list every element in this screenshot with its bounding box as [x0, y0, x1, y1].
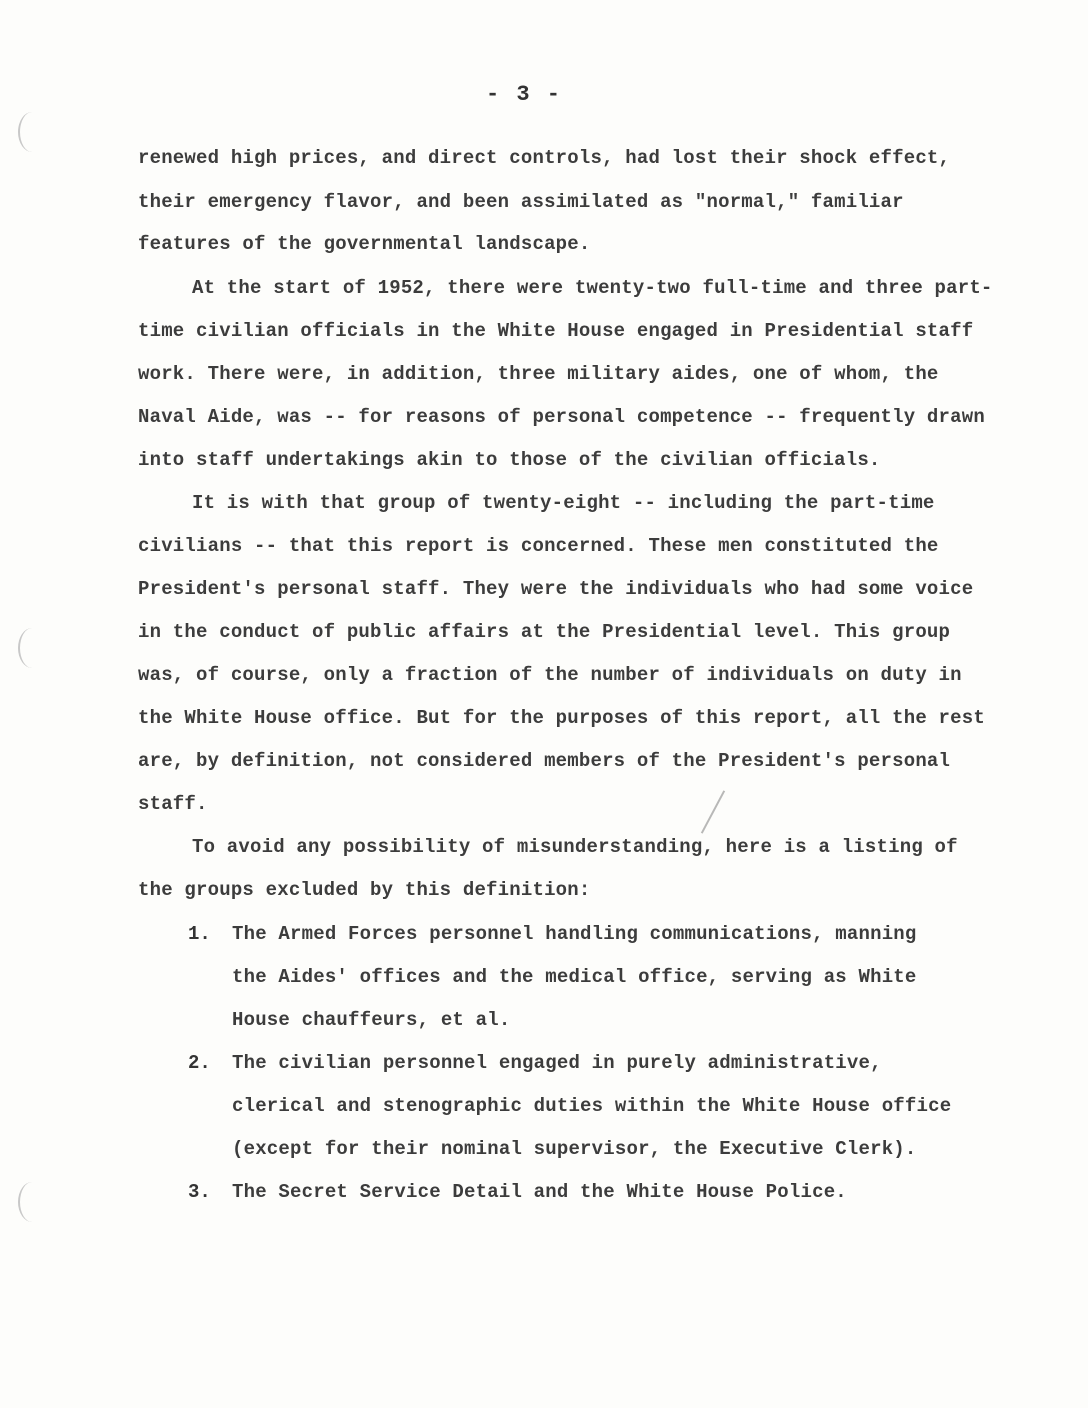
list-item-line: The civilian personnel engaged in purely administrative, — [232, 1052, 882, 1074]
list-item-line: (except for their nominal supervisor, the Executive Clerk). — [232, 1138, 917, 1160]
paragraph-line: At the start of 1952, there were twenty-two full-time and three part- — [192, 277, 993, 299]
list-item-line: The Armed Forces personnel handling communications, manning — [232, 923, 917, 945]
paragraph-line: staff. — [138, 793, 208, 815]
paragraph-line: their emergency flavor, and been assimilated as "normal," familiar — [138, 191, 904, 213]
paragraph-line: are, by definition, not considered members of the President's personal — [138, 750, 951, 772]
paragraph-line: in the conduct of public affairs at the Presidential level. This group — [138, 621, 951, 643]
stray-pen-mark — [701, 790, 725, 833]
list-item-line: House chauffeurs, et al. — [232, 1009, 511, 1031]
paragraph-line: was, of course, only a fraction of the number of individuals on duty in — [138, 664, 962, 686]
list-item-number: 1. — [188, 923, 211, 945]
paragraph-line: time civilian officials in the White House engaged in Presidential staff — [138, 320, 974, 342]
page-number: - 3 - — [485, 82, 562, 107]
paragraph-line: Naval Aide, was -- for reasons of personal competence -- frequently drawn — [138, 406, 985, 428]
list-item-line: clerical and stenographic duties within the White House office — [232, 1095, 952, 1117]
punch-hole-mark — [18, 628, 46, 668]
punch-hole-mark — [18, 112, 46, 152]
paragraph-line: civilians -- that this report is concerned. These men constituted the — [138, 535, 939, 557]
paragraph-line: renewed high prices, and direct controls, had lost their shock effect, — [138, 147, 951, 169]
paragraph-line: features of the governmental landscape. — [138, 233, 591, 255]
paragraph-line: To avoid any possibility of misunderstanding, here is a listing of — [192, 836, 958, 858]
list-item-number: 2. — [188, 1052, 211, 1074]
paragraph-line: the groups excluded by this definition: — [138, 879, 591, 901]
list-item-number: 3. — [188, 1181, 211, 1203]
paragraph-line: into staff undertakings akin to those of the civilian officials. — [138, 449, 881, 471]
paragraph-line: work. There were, in addition, three military aides, one of whom, the — [138, 363, 939, 385]
punch-hole-mark — [18, 1182, 46, 1222]
list-item-line: The Secret Service Detail and the White House Police. — [232, 1181, 847, 1203]
paragraph-line: the White House office. But for the purposes of this report, all the rest — [138, 707, 985, 729]
paragraph-line: President's personal staff. They were the individuals who had some voice — [138, 578, 974, 600]
paragraph-line: It is with that group of twenty-eight -- including the part-time — [192, 492, 935, 514]
list-item-line: the Aides' offices and the medical office, serving as White — [232, 966, 917, 988]
